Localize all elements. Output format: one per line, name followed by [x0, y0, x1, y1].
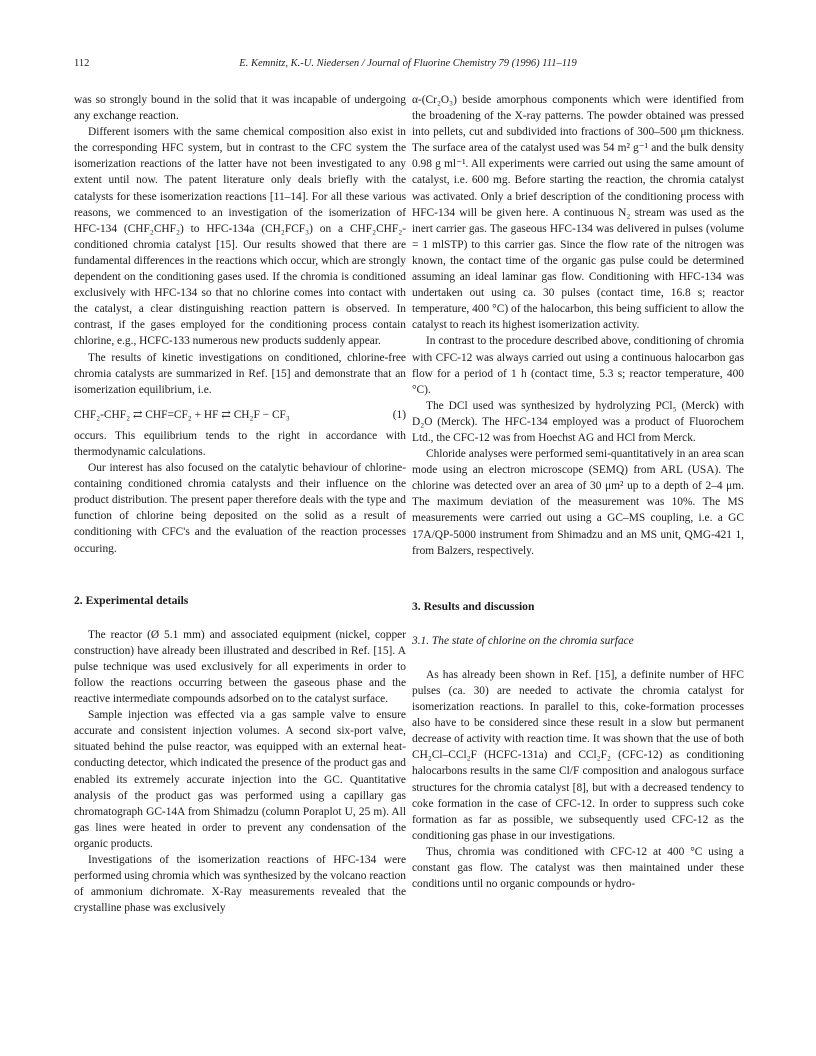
equation-number: (1)	[392, 408, 406, 421]
section-heading: 3. Results and discussion	[412, 599, 535, 613]
paragraph: Thus, chromia was conditioned with CFC-12 at 400 °C using a constant gas flow. The catalyst was then maintained under these conditions until no organic compounds or hydro-	[412, 845, 744, 891]
paragraph: The reactor (Ø 5.1 mm) and associated equipment (nickel, copper construction) have already been illustrated and described in Ref. [15]. A pulse technique was used exclusively for all experiments in order to follow the reactions occurring between the gaseous phase and the reactive intermediate compounds adsorbed on to the catalyst surface.	[74, 628, 406, 706]
paragraph: was so strongly bound in the solid that it was incapable of undergoing any exchange reaction.	[74, 94, 406, 123]
paragraph: occurs. This equilibrium tends to the right in accordance with thermodynamic calculations.	[74, 429, 406, 458]
running-head: E. Kemnitz, K.-U. Niedersen / Journal of Fluorine Chemistry 79 (1996) 111–119	[239, 58, 577, 69]
equation-1	[74, 407, 406, 423]
paragraph: Different isomers with the same chemical composition also exist in the corresponding HFC system, but in contrast to the CFC system the isomerization reactions of the latter have not been investigated to any extent until now. The patent literature only deals briefly with the catalysts for these isomerization reactions [11–14]. For all these various reasons, we commenced to an investigation of the isomerization of HFC-134 (CHF₂CHF₂) to HFC-134a (CH₂FCF₃) on a CHF₂CHF₂-conditioned chromia catalyst [15]. Our results showed that there are fundamental differences in the reactions which occur, which are strongly dependent on the conditioning gases used. If the chromia is conditioned exclusively with HFC-134 so that no chlorine comes into contact with the catalyst, a clear distinguishing reaction pattern is observed. In contrast, if the gases employed for the conditioning process contain chlorine, e.g., HCFC-133 numerous new products suddenly appear.	[74, 126, 406, 348]
paragraph: α-(Cr₂O₃) beside amorphous components which were identified from the broadening of the X-ray patterns. The powder obtained was pressed into pellets, cut and subdivided into fractions of 300–500 μm thickness. The surface area of the catalyst used was 54 m² g⁻¹ and the bulk density 0.98 g ml⁻¹. All experiments were carried out using the same amount of catalyst, i.e. 600 mg. Before starting the reaction, the chromia catalyst was activated. Only a brief description of the conditioning process with HFC-134 will be given here. A continuous N₂ stream was used as the inert carrier gas. The gaseous HFC-134 was delivered in pulses (volume = 1 mlSTP) to this carrier gas. Since the flow rate of the nitrogen was known, the contact time of the organic gas pulse could be determined assuming an ideal laminar gas flow. Conditioning with HFC-134 was undertaken out using ca. 30 pulses (contact time, 16.8 s; reactor temperature, 400 °C) of the halocarbon, this being sufficient to allow the catalyst to reach its highest isomerization activity.	[412, 94, 744, 332]
page-number: 112	[74, 58, 90, 69]
equation-text: CHF₂-CHF₂ ⇄ CHF=CF₂ + HF ⇄ CH₂F − CF₃	[74, 408, 290, 421]
paragraph: In contrast to the procedure described above, conditioning of chromia with CFC-12 was always carried out using a continuous halocarbon gas flow for a period of 1 h (contact time, 5.3 s; reactor temperature, 400 °C).	[412, 335, 744, 396]
left-column	[74, 92, 406, 916]
paragraph: Investigations of the isomerization reactions of HFC-134 were performed using chromia which was synthesized by the volcano reaction of ammonium dichromate. X-Ray measurements revealed that the crystalline phase was exclusively	[74, 854, 406, 915]
paragraph: Sample injection was effected via a gas sample valve to ensure accurate and consistent injection volumes. A second six-port valve, situated behind the pulse reactor, was equipped with an external heat-conducting detector, which indicated the presence of the product gas and enabled its extremely accurate injection into the GC. Quantitative analysis of the product gas was performed using a capillary gas chromatograph GC-14A from Shimadzu (column Poraplot U, 25 m). All gas lines were heated in order to prevent any condensation of the organic products.	[74, 709, 406, 850]
paragraph: The results of kinetic investigations on conditioned, chlorine-free chromia catalysts are summarized in Ref. [15] and demonstrate that an isomerization equilibrium, i.e.	[74, 351, 406, 396]
paragraph: Chloride analyses were performed semi-quantitatively in an area scan mode using an electron microscope (SEMQ) from ARL (USA). The chlorine was detected over an area of 30 μm² up to a depth of 2–4 μm. The maximum deviation of the measurement was 10%. The MS measurements were carried out using a GC–MS coupling, i.e. a GC 17A/QP-5000 instrument from Shimadzu and an MS unit, QMG-421 1, from Balzers, respectively.	[412, 448, 744, 557]
section-heading: 2. Experimental details	[74, 593, 189, 607]
paragraph: Our interest has also focused on the catalytic behaviour of chlorine-containing conditioned chromia catalysts and their influence on the product distribution. The present paper therefore deals with the type and function of chlorine being deposited on the solid as a result of conditioning with CFC's and the evaluation of the reaction processes occuring.	[74, 462, 406, 555]
paragraph: As has already been shown in Ref. [15], a definite number of HFC pulses (ca. 30) are needed to activate the chromia catalyst for isomerization reactions. In parallel to this, coke-formation processes also have to be considered since these result in a slow but permanent decrease of activity with reaction time. It was shown that the use of both CH₂Cl–CCl₂F (HCFC-131a) and CCl₂F₂ (CFC-12) as conditioning halocarbons results in the same Cl/F composition and analogous surface structures for the chromia catalyst [8], but with a decreased tendency to coke formation in the case of CFC-12. In order to suppress such coke formation as far as possible, we subsequently used CFC-12 as the conditioning gas phase in our investigations.	[412, 668, 744, 842]
right-column	[412, 92, 744, 892]
subsection-heading: 3.1. The state of chlorine on the chromia surface	[412, 634, 634, 647]
paragraph: The DCl used was synthesized by hydrolyzing PCl₅ (Merck) with D₂O (Merck). The HFC-134 employed was a product of Fluorochem Ltd., the CFC-12 was from Hoechst AG and HCl from Merck.	[412, 399, 744, 444]
